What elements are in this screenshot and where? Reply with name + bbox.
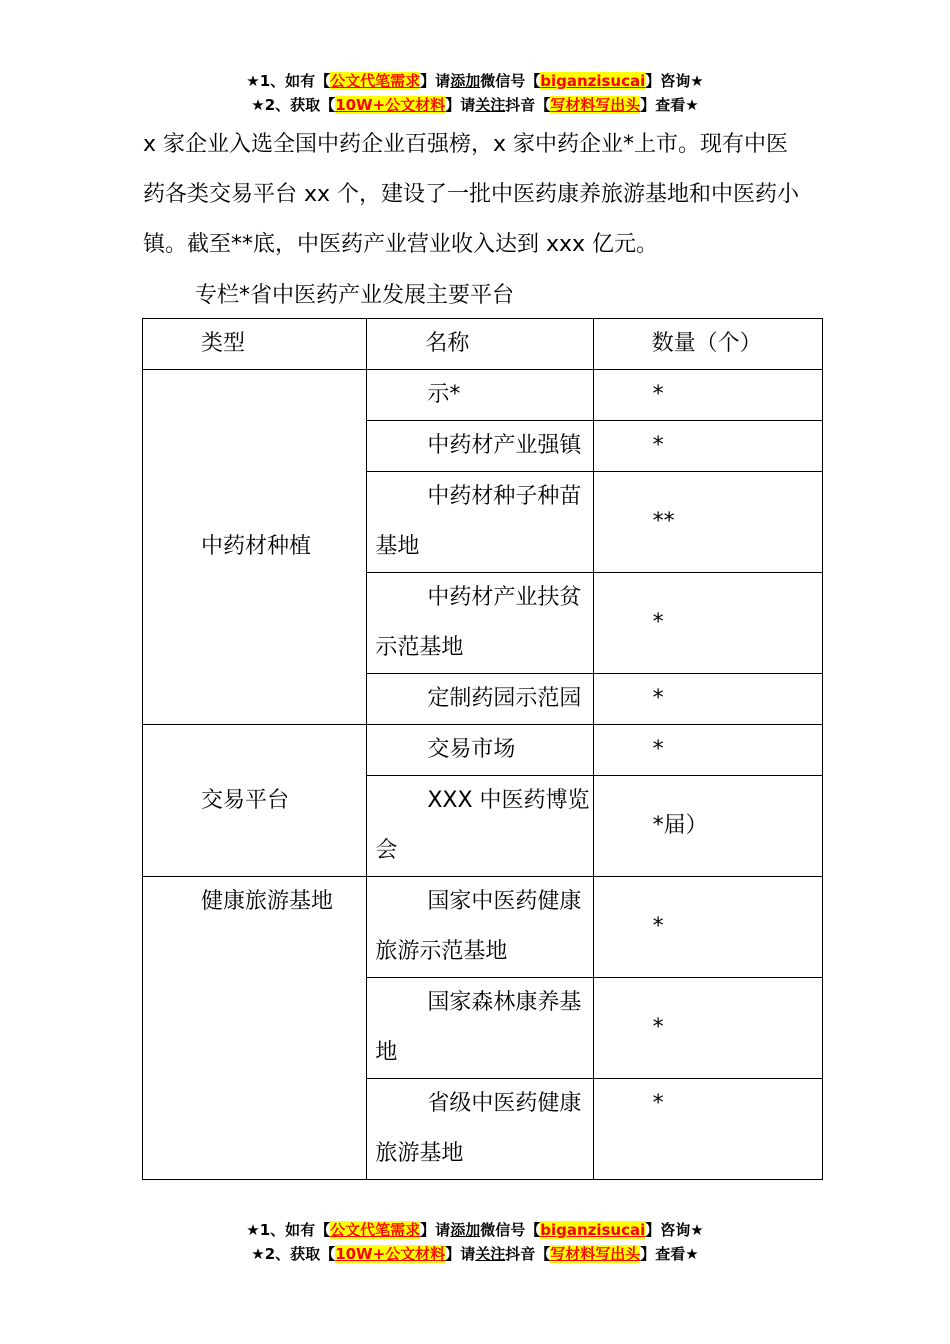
footer-banner-line-2 (0, 1243, 950, 1265)
banner-line-2 (0, 94, 950, 116)
name-cell: XXX 中医药博览会 (367, 776, 593, 877)
header-type: 类型 (143, 319, 367, 370)
quantity-cell: * (593, 978, 822, 1079)
quantity-cell: * (593, 421, 822, 472)
banner-suffix: 】查看★ (640, 96, 699, 114)
banner-prefix: ★1、如有【 (246, 72, 331, 90)
banner-highlight: 公文代笔需求 (330, 1221, 421, 1239)
name-cell: 国家森林康养基地 (367, 978, 593, 1079)
banner-text: 】请 (420, 1221, 451, 1239)
quantity-cell: * (593, 573, 822, 674)
quantity-cell: * (593, 1079, 822, 1180)
name-cell: 中药材产业强镇 (367, 421, 593, 472)
name-cell: 省级中医药健康旅游基地 (367, 1079, 593, 1180)
table-row (143, 725, 823, 776)
paragraph-line: 镇。截至**底，中医药产业营业收入达到 xxx 亿元。 (143, 232, 659, 257)
banner-underlined: 添加 (450, 1221, 481, 1239)
banner-highlight: biganzisucai (540, 72, 646, 90)
banner-highlight: 写材料写出头 (550, 1245, 641, 1263)
quantity-cell: ** (593, 472, 822, 573)
banner-suffix: 】咨询★ (645, 1221, 704, 1239)
banner-text: 】请 (420, 72, 451, 90)
table-caption: 专栏*省中医药产业发展主要平台 (195, 283, 515, 308)
name-cell: 中药材产业扶贫示范基地 (367, 573, 593, 674)
type-cell: 中药材种植 (143, 370, 367, 725)
quantity-cell: * (593, 370, 822, 421)
type-cell: 交易平台 (143, 725, 367, 877)
banner-text: 微信号【 (480, 72, 541, 90)
banner-suffix: 】查看★ (640, 1245, 699, 1263)
quantity-cell: *届） (593, 776, 822, 877)
body-paragraph (143, 120, 823, 270)
footer-banner-line-1 (0, 1219, 950, 1241)
banner-underlined: 关注 (475, 1245, 506, 1263)
table-header-row (143, 319, 823, 370)
banner-underlined: 关注 (475, 96, 506, 114)
banner-highlight: 写材料写出头 (550, 96, 641, 114)
name-cell: 交易市场 (367, 725, 593, 776)
banner-text: 】请 (445, 1245, 476, 1263)
type-cell: 健康旅游基地 (143, 877, 367, 1180)
banner-prefix: ★2、获取【 (251, 96, 336, 114)
banner-prefix: ★1、如有【 (246, 1221, 331, 1239)
banner-highlight: 公文代笔需求 (330, 72, 421, 90)
table-row (143, 370, 823, 421)
banner-suffix: 】咨询★ (645, 72, 704, 90)
banner-highlight: 10W+公文材料 (335, 1245, 446, 1263)
header-quantity: 数量（个） (593, 319, 822, 370)
banner-text: 微信号【 (480, 1221, 541, 1239)
banner-prefix: ★2、获取【 (251, 1245, 336, 1263)
name-cell: 定制药园示范园 (367, 674, 593, 725)
quantity-cell: * (593, 877, 822, 978)
table-row (143, 877, 823, 978)
banner-text: 抖音【 (505, 1245, 551, 1263)
paragraph-line: x 家企业入选全国中药企业百强榜，x 家中药企业*上市。现有中医 (143, 132, 789, 157)
paragraph-line: 药各类交易平台 xx 个，建设了一批中医药康养旅游基地和中医药小 (143, 182, 800, 207)
banner-highlight: 10W+公文材料 (335, 96, 446, 114)
banner-text: 】请 (445, 96, 476, 114)
quantity-cell: * (593, 725, 822, 776)
banner-text: 抖音【 (505, 96, 551, 114)
quantity-cell: * (593, 674, 822, 725)
banner-underlined: 添加 (450, 72, 481, 90)
name-cell: 国家中医药健康旅游示范基地 (367, 877, 593, 978)
platform-table (142, 318, 823, 1180)
header-name: 名称 (367, 319, 593, 370)
name-cell: 中药材种子种苗基地 (367, 472, 593, 573)
name-cell: 示* (367, 370, 593, 421)
banner-highlight: biganzisucai (540, 1221, 646, 1239)
banner-line-1 (0, 70, 950, 92)
